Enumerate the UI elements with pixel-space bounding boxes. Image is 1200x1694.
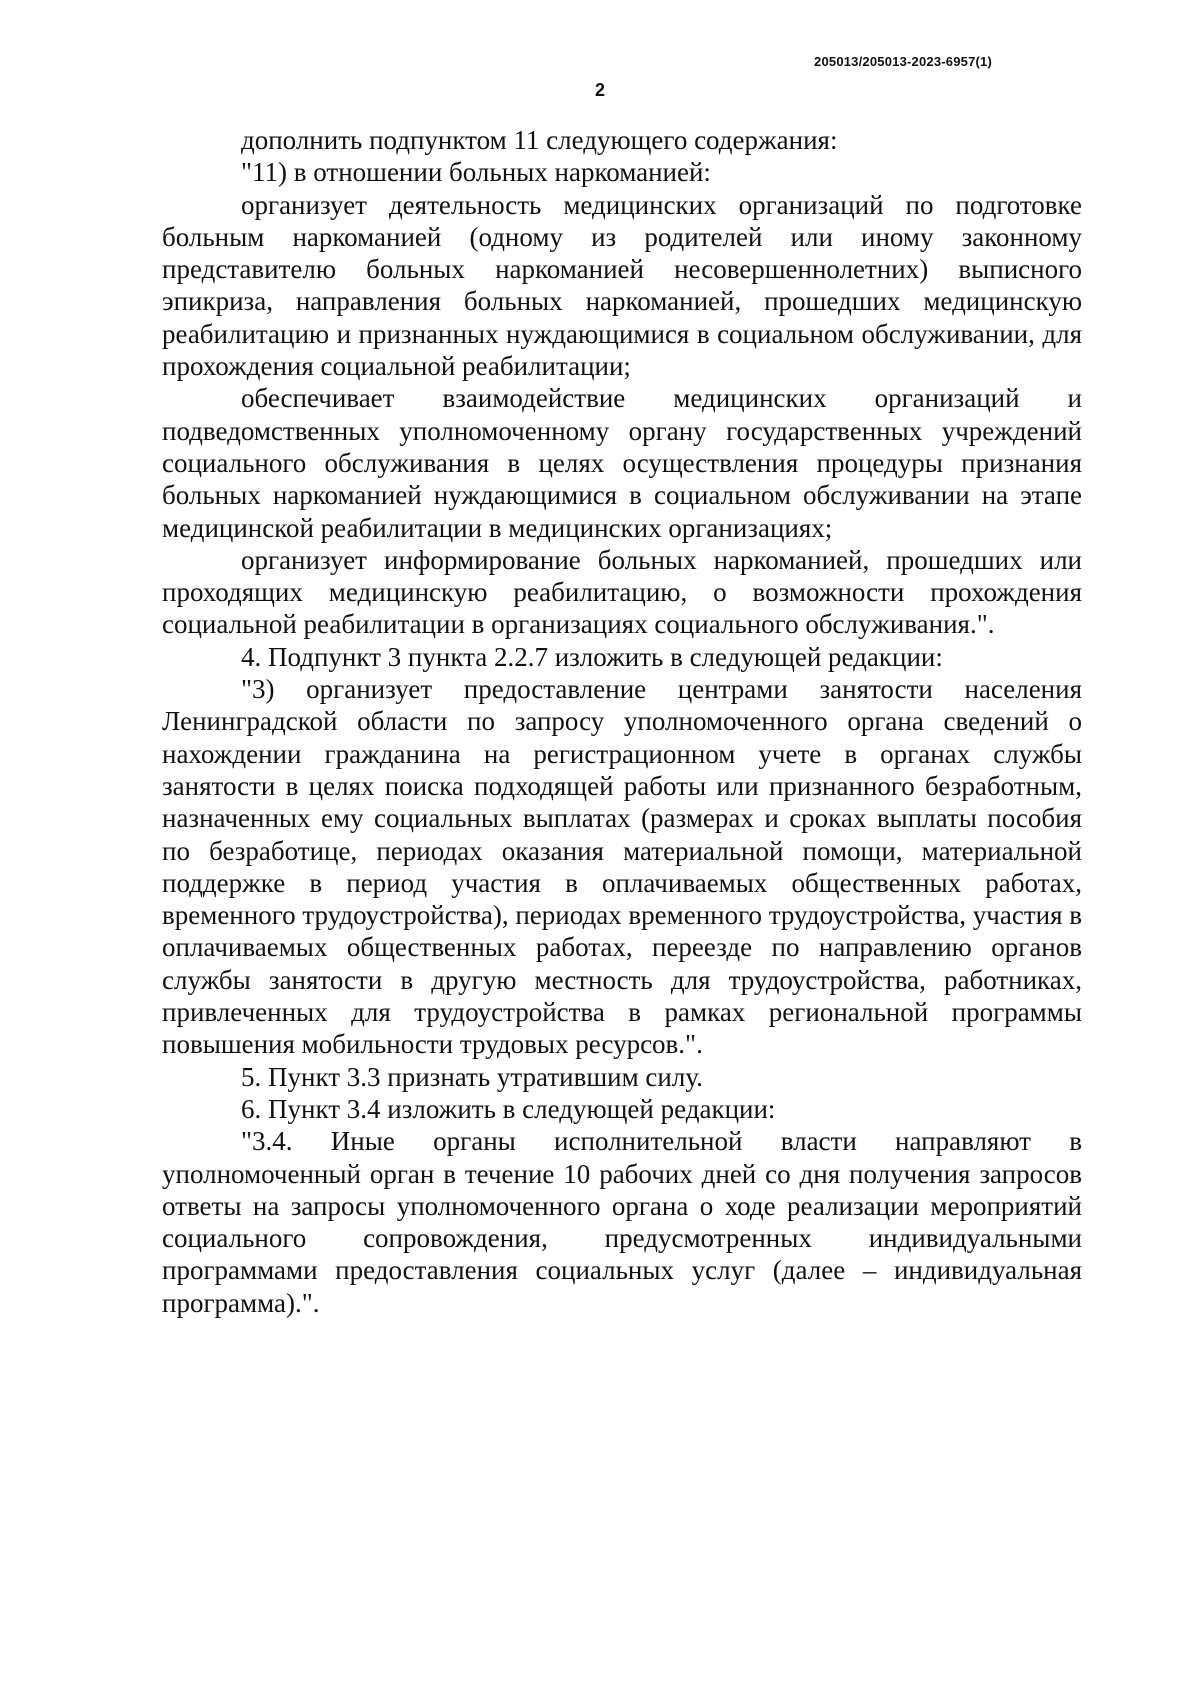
paragraph-ensures-cooperation: обеспечивает взаимодействие медицинских организаций и подведомственных уполномоченному органу государственных учреждений социального обслуживания в целях осуществления процедуры признания больных наркоманией нуждающимися в социальном обслуживании на этапе медицинской реабилитации в медицинских организациях; [162,383,1082,543]
document-registration-number: 205013/205013-2023-6957(1) [814,54,992,69]
paragraph-item-6: 6. Пункт 3.4 изложить в следующей редакции: [241,1093,776,1124]
paragraph-organizes-epicrisis: организует деятельность медицинских организаций по подготовке больным наркоманией (одному из родителей или иному законному представителю больных наркоманией несовершеннолетних) выписного эпикриза, направления больных наркоманией, прошедших медицинскую реабилитацию и признанных нуждающимися в социальном обслуживании, для прохождения социальной реабилитации; [162,189,1082,382]
paragraph-subitem-11-heading: "11) в отношении больных наркоманией: [241,157,711,188]
page-number: 2 [594,80,605,100]
paragraph-organizes-informing: организует информирование больных наркоманией, прошедших или проходящих медицинскую реабилитацию, о возможности прохождения социальной реабилитации в организациях социального обслуживания.". [162,544,1082,640]
document-body [162,124,1082,1319]
paragraph-amendment-intro: дополнить подпунктом 11 следующего содержания: [241,125,838,155]
paragraph-subitem-3-text: "3) организует предоставление центрами занятости населения Ленинградской области по запросу уполномоченного органа сведений о нахождении гражданина на регистрационном учете в органах службы занятости в целях поиска подходящей работы или признанного безработным, назначенных ему социальных выплатах (размерах и сроках выплаты пособия по безработице, периодах оказания материальной помощи, материальной поддержке в период участия в оплачиваемых общественных работах, временного трудоустройства), периодах временного трудоустройства, участия в оплачиваемых общественных работах, переезде по направлению органов службы занятости в другую местность для трудоустройства, работниках, привлеченных для трудоустройства в рамках региональной программы повышения мобильности трудовых ресурсов.". [162,674,1082,1060]
paragraph-clause-3-4-text: "3.4. Иные органы исполнительной власти направляют в уполномоченный орган в течение 10 рабочих дней со дня получения запросов ответы на запросы уполномоченного органа о ходе реализации мероприятий социального сопровождения, предусмотренных индивидуальными программами предоставления социальных услуг (далее – индивидуальная программа).". [162,1126,1082,1318]
paragraph-item-5: 5. Пункт 3.3 признать утратившим силу. [241,1061,703,1092]
paragraph-item-4: 4. Подпункт 3 пункта 2.2.7 изложить в следующей редакции: [241,641,943,672]
